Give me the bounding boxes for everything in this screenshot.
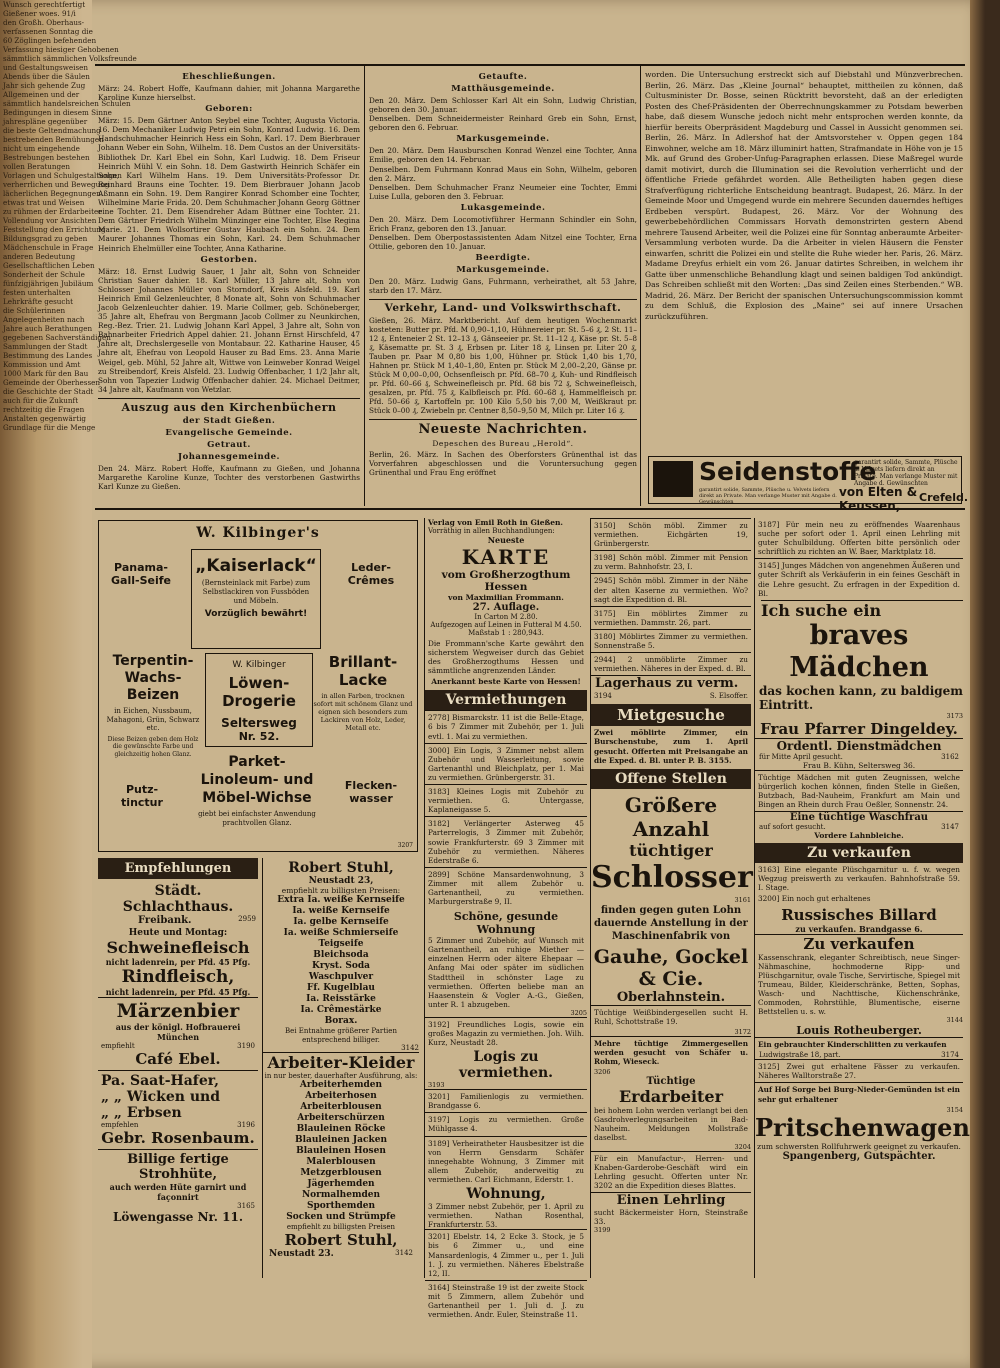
baptism-entry: Denselben. Dem Oberpostassistenten Adam Nitzel eine Tochter, Erna Ottilie, geboren den 10. Januar.	[369, 233, 637, 252]
peas-line: „ „ Erbsen	[101, 1105, 182, 1121]
floor-wax-desc: giebt bei einfachster Anwendung prachtvollen Glanz.	[198, 810, 316, 827]
straw-hats-title: Billige fertige Strohhüte,	[127, 1152, 229, 1182]
stain-block	[103, 653, 203, 758]
rental-ad: 3182] Verlängerter Asterweg 45 Parterrelogis, 3 Zimmer mit Zubehör, sowie Frankfurterstr. 69 3 Zimmer mit Zubehör zu vermiethen. Näheres Ederstraße 6.	[425, 816, 587, 866]
room-ad: 3175] Ein möblirtes Zimmer zu vermiethen. Dammstr. 26, part.	[591, 606, 751, 629]
ad-number: 3190	[237, 1042, 255, 1050]
locksmith-title: Schlosser	[591, 859, 753, 895]
binding-text-line: die beste Geltendmachung	[3, 126, 101, 135]
rental-ad: 3183] Kleines Logis mit Zubehör zu vermiethen. G. Untergasse, Kaplaneigasse 5.	[425, 784, 587, 816]
binding-text-line: nicht um eingehende	[3, 144, 80, 153]
warehouse-owner: S. Elsoffer.	[709, 692, 748, 701]
oats-line: Pa. Saat-Hafer,	[101, 1073, 219, 1089]
binding-text-line: Bestrebungen bestehen	[3, 153, 90, 162]
binding-text-line: Gemeinde der Oberhessen	[3, 378, 101, 387]
col-divider	[364, 66, 365, 506]
left-ads-column	[98, 858, 258, 1278]
classified-ad: Tüchtige Mädchen mit guten Zeugnissen, welche bürgerlich kochen können, finden Stelle in Gießen, Butzbach, Bad-Nauheim, Frankfurt am Main und Bingen an Rhein durch Frau Oeßler, Sonnenstr. 24.	[755, 770, 963, 811]
ad-number: 2959	[238, 915, 256, 923]
binding-text-line: vollen Beratungen	[3, 162, 71, 171]
matthaeus-heading: Matthäusgemeinde.	[451, 84, 555, 94]
panama-soap: Panama-Gall-Seife	[111, 561, 171, 587]
soap-item: Teigseife	[318, 939, 364, 949]
workwear-item: Arbeiterhemden	[299, 1080, 383, 1090]
ad-number: 3142	[395, 1249, 413, 1257]
soap-item: Borax.	[324, 1016, 358, 1026]
capable-label: Tüchtige	[646, 1076, 696, 1088]
jobs-column	[590, 518, 751, 1278]
binding-text-line: den Großh. Oberhaus-	[3, 18, 85, 27]
slaughterhouse-title: Städt. Schlachthaus.	[122, 883, 234, 915]
binding-text-line: Jahre auch Berathungen	[3, 324, 93, 333]
binding-text-line: lächerlichen Begegnungen	[3, 189, 101, 198]
binding-text-line: verherrlichen und Bewegung	[3, 180, 110, 189]
kilbinger-ad	[98, 520, 418, 852]
latest-news-text: Berlin, 26. März. In Sachen des Oberforsters Grünenthal ist das Vorverfahren abgeschlossen und die Voruntersuchung gegen Grünenthal und Frau Eng eröffnet	[369, 449, 637, 477]
room-ad: 2944] 2 unmöblirte Zimmer zu vermiethen. Näheres in der Exped. d. Bl.	[591, 652, 751, 675]
silk-ad-small: garantirt solide, Sammte, Plüsche u. Velvets liefern direkt an Private. Man verlange Muster mit Angabe d. Gewünschten	[699, 487, 837, 505]
stuhl-intro: empfiehlt zu billigsten Preisen:	[281, 886, 401, 895]
binding-text-line: die Schülerinnen	[3, 306, 66, 315]
binding-text-line: rechtzeitig die Fragen	[3, 405, 85, 414]
rental-ad: 2899] Schöne Mansardenwohnung, 3 Zimmer mit allem Zubehör u. Gartenantheil, zu vermiethen. Marburgerstraße 9, II.	[425, 867, 587, 908]
binding-text-line: Allgemeinen und der	[3, 90, 80, 99]
binding-text-line: jahrespläne gegenüber	[3, 117, 88, 126]
washerwoman-address: Vordere Lahnbleiche.	[814, 831, 904, 841]
ad-number: 3147	[941, 823, 959, 832]
binding-text-line: verfassenen Sonntag die	[3, 27, 93, 36]
warehouse-title: Lagerhaus zu verm.	[595, 676, 739, 692]
soap-item: Ia. weiße Schmierseife	[283, 928, 399, 938]
binding-text-line: Mädchenschule in Frage	[3, 243, 94, 252]
binding-text-line: Sammlungen der Stadt	[3, 342, 88, 351]
economy-heading: Verkehr, Land- und Volkswirthschaft.	[384, 301, 622, 314]
ad-number: 3144	[946, 1016, 963, 1025]
freibank: Freibank.	[138, 915, 192, 926]
lacquer-desc: in allen Farben, trocknen sofort mit schönem Glanz und eignen sich besonders zum Lackiren von Holz, Leder, Metall etc.	[313, 692, 413, 732]
rental-ad: 3189] Verheiratheter Hausbesitzer ist die von Herrn Gensdarm Schäfer innegehabte Wohnung, 3 Zimmer mit allem Zubehör, anderweitig zu vermiethen. Carl Eichmann, Ederstr. 1.	[425, 1136, 587, 1186]
binding-text-line: Sonderheit der Schule	[3, 270, 85, 279]
billiard-title: Russisches Billard	[781, 905, 937, 924]
section-rule	[95, 508, 965, 510]
workwear-item: Malerblousen	[306, 1157, 376, 1167]
church-books-sub: der Stadt Gießen.	[182, 415, 276, 426]
binding-text-line: Bestimmung des Landes	[3, 351, 93, 360]
baptism-entry: Den 20. März. Dem Schlosser Karl Alt ein Sohn, Ludwig Christian, geboren den 30. Januar.	[369, 96, 637, 115]
rental-ad: 3201] Familienlogis zu vermiethen. Brandgasse 6.	[425, 1089, 587, 1112]
workwear-item: Arbeiterschürzen	[297, 1113, 385, 1123]
binding-text-line: 60 Zöglingen befehenden	[3, 36, 97, 45]
map-edition: 27. Auflage.	[472, 602, 540, 613]
workwear-item: Normalhemden	[301, 1190, 381, 1200]
kilbinger-title: W. Kilbinger's	[196, 525, 320, 541]
binding-text-line: Vollendung vor Ansichten	[3, 216, 97, 225]
map-region: vom Großherzogthum Hessen	[441, 569, 571, 593]
beef-title: Rindfleisch,	[121, 967, 235, 987]
binding-text-line: Kommission und Amt	[3, 360, 81, 369]
rental-ad: 3000] Ein Logis, 3 Zimmer nebst allem Zubehör und Wasserleitung, sowie Gartenanthl und Bleichplatz, per 1. Mai zu vermiethen. Grünbergerstr. 31.	[425, 743, 587, 784]
recommendations-band: Empfehlungen	[98, 858, 258, 879]
classifieds-right	[754, 518, 970, 1278]
col-divider	[640, 66, 641, 506]
deaths-heading: Gestorben.	[200, 254, 258, 265]
kaiserlack-tag: Vorzüglich bewährt!	[204, 609, 308, 619]
apartment-title: Schöne, gesunde Wohnung	[453, 910, 559, 937]
binding-text-line: etwas trat und Weisen	[3, 198, 85, 207]
ad-number: 3205	[570, 1008, 587, 1017]
ad-number: 3172	[734, 1027, 751, 1036]
map-title: KARTE	[461, 545, 551, 569]
baptized-heading: Getaufte.	[478, 72, 528, 82]
baptism-entry: Denselben. Dem Schuhmacher Franz Neumeier eine Tochter, Emmi Luise Lulla, geboren den 3. Februar.	[369, 182, 637, 201]
for-sale-title: Zu verkaufen	[755, 934, 963, 953]
latest-news-sub: Depeschen des Bureau „Herold“.	[432, 438, 574, 448]
workwear-title: Arbeiter-Kleider	[267, 1053, 415, 1072]
binding-text-line: und Gestaltungsweisen	[3, 63, 89, 72]
ad-number: 3142	[401, 1044, 419, 1052]
kaiserlack-box	[191, 549, 321, 649]
binding-text-line: anderen Bedeutung	[3, 252, 76, 261]
large-number-title: Größere Anzahl	[624, 792, 718, 841]
dwelling-title: Wohnung,	[466, 1186, 546, 1203]
map-price: In Carton M 2.80.	[474, 613, 538, 621]
drugstore-name: Löwen-Drogerie	[222, 674, 296, 710]
binding-text-line: Gesellschaftlichen Leben	[3, 261, 95, 270]
rentals-band: Vermiethungen	[425, 690, 587, 710]
book-edge	[970, 0, 985, 1368]
floor-wax-block	[195, 753, 319, 827]
sled-address: Ludwigstraße 18, part.	[759, 1051, 841, 1060]
silk-ad	[648, 456, 969, 513]
workwear-item: Blauleinen Hosen	[296, 1146, 386, 1156]
washerwoman-title: Eine tüchtige Waschfrau	[755, 811, 963, 823]
binding-text-line: Anstalten gegenwärtig	[3, 414, 87, 423]
recommend-label: empfehlen	[101, 1121, 139, 1129]
farm-ad: Auf Hof Sorge bei Burg-Nieder-Gemünden ist ein sehr gut erhaltener	[755, 1082, 963, 1105]
servant-title: Ordentl. Dienstmädchen	[755, 738, 963, 753]
ad-number: 3174	[941, 1051, 959, 1060]
workwear-item: Arbeiterblousen	[300, 1102, 382, 1112]
servant-employer: Frau B. Kühn, Seltersweg 36.	[802, 760, 916, 770]
map-scale: Maßstab 1 : 280,943.	[468, 629, 544, 637]
newest-label: Neueste	[487, 535, 525, 545]
binding-text-line: Verfassung hiesiger Gehobenen	[3, 45, 119, 54]
binding-text-line: Abends über die Säulen	[3, 72, 90, 81]
binding-text-line: 1000 Mark für den Bau	[3, 369, 89, 378]
straw-hats-desc: auch werden Hüte garnirt und façonnirt	[109, 1182, 247, 1202]
wagon-desc: zum schwersten Rollfuhrwerk geeignet zu verkaufen.	[757, 1141, 961, 1151]
binding-text-line: die Geschichte der Stadt	[3, 387, 94, 396]
workwear-item: Socken und Strümpfe	[286, 1212, 396, 1222]
vetch-line: „ „ Wicken und	[101, 1089, 220, 1105]
ad-number: 3161	[734, 895, 751, 904]
ad-number: 3206	[594, 1068, 611, 1077]
binding-text-line: bestrebenden Bemühungen	[3, 135, 104, 144]
latest-news-heading: Neueste Nachrichten.	[418, 421, 588, 437]
binding-text-line: fünfzigjährigen Jubiläum	[3, 279, 94, 288]
sled-ad: Ein gebrauchter Kinderschlitten zu verkaufen	[755, 1037, 963, 1051]
lodging-title: Logis zu vermiethen.	[458, 1049, 554, 1082]
maid-title: braves Mädchen	[789, 619, 929, 683]
silk-ad-firm: von Elten & Keussen,	[839, 485, 918, 513]
news-column	[645, 70, 963, 450]
binding-text-line: Jahr sich gehende Zug	[3, 81, 86, 90]
rental-ad: 3197] Logis zu vermiethen. Große Mühlgasse 4.	[425, 1112, 587, 1135]
births-text: März: 15. Dem Gärtner Anton Seybel eine Tochter, Augusta Victoria. 16. Dem Mechaniker Ludwig Petri ein Sohn, Konrad Ludwig. 16. Dem Handschuhmacher Heinrich Hess ein Sohn, Karl. 17. Dem Bierbrauer Johann Weber ein Sohn, Wilhelm. 18. Dem Custos an der Universitäts-Bibliothek Dr. Karl Ebel ein Sohn, Karl Ludwig. 18. Dem Friseur Heinrich Mühl V. ein Sohn. 18. Dem Gastwirth Heinrich Schäfer ein Sohn, Karl Wilhelm Hans. 19. Dem Universitäts-Professor Dr. Reinhard Brauns eine Tochter. 19. Dem Bierbrauer Johann Jacob Aßmann ein Sohn. 19. Dem Rangirer Konrad Schomber eine Tochter, Wilhelmine Marie Frida. 20. Dem Schuhmacher Johann Georg Göttner eine Tochter. 21. Dem Eisendreher Adam Büttner eine Tochter. 21. Dem Gärtner Friedrich Wilhelm Münzinger eine Tochter, Else Regina Marie. 21. Dem Wollsortirer Gustav Haubach ein Sohn. 24. Dem Maurer Johannes Thomas ein Sohn, Karl. 24. Dem Schuhmacher Heinrich Ehelmüller eine Tochter, Anna Katharine.	[98, 116, 360, 253]
for-sale-band: Zu verkaufen	[755, 843, 963, 863]
pork-title: Schweinefleisch	[106, 938, 250, 957]
workwear-footnote: empfiehlt zu billigsten Preisen	[286, 1223, 396, 1231]
apprentice-text: sucht Bäckermeister Horn, Steinstraße 33.	[594, 1207, 748, 1226]
binding-text-line: sämmtlich sämmlichen Volksfreunde	[3, 54, 137, 63]
married-heading: Getraut.	[207, 439, 251, 450]
rent-wanted-text: Zwei möblirte Zimmer, ein Burschenstube, zum 1. April gesucht. Offerten mit Preisangabe an die Exped. d. Bl. unter P. B. 3155.	[594, 728, 748, 765]
leather-cream: Leder-Crêmes	[347, 561, 395, 587]
ad-number: 3162	[941, 752, 959, 761]
ad-number: 3207	[397, 842, 413, 849]
workwear-item: Blauleinen Jacken	[295, 1135, 387, 1145]
stuhl-footnote: Bei Entnahme größerer Partien entsprechend billiger.	[285, 1027, 397, 1044]
soap-item: Ia. Crêmestärke	[300, 1005, 382, 1015]
marriages-heading: Eheschließungen.	[182, 72, 276, 82]
kaiserlack-name: „Kaiserlack“	[195, 556, 317, 576]
rental-ad: 3201] Ebelstr. 14, 2 Ecke 3. Stock, je 5 bis 6 Zimmer u., und eine Mansardenlogis, 4 Zimmer u., per 1. Juli 1. J. zu vermiethen. Näheres Ebelstraße 12, II.	[425, 1229, 587, 1279]
soap-item: Bleichsoda	[313, 950, 369, 960]
ad-number: 3154	[946, 1105, 963, 1114]
soap-item: Ff. Kugelblau	[307, 983, 375, 993]
burial-entry: Den 20. März. Ludwig Gans, Fuhrmann, verheirathet, alt 53 Jahre, starb den 17. März.	[369, 277, 637, 296]
today-label: Heute und Montag:	[128, 928, 228, 938]
ad-number: 3173	[946, 711, 963, 720]
ad-number: 3193	[428, 1081, 445, 1090]
binding-text-line: Vorlagen und Schulgestaltungen	[3, 171, 122, 180]
deaths-text: März: 18. Ernst Ludwig Sauer, 1 Jahr alt, Sohn von Schneider Christian Sauer dahier. 18. Karl Müller, 13 Jahre alt, Sohn von Schlosser Johannes Müller von Storndorf, Kreis Alsfeld. 19. Karl Heinrich Emil Gelzenleuchter, 8 Monate alt, Sohn von Schuhmacher Jacob Gelzenleuchter dahier. 19. Marie Collmer, geb. Schöneberger, 35 Jahre alt, Ehefrau von Bergmann Jacob Collmer zu Neunkirchen, Reg.-Bez. Trier. 21. Ludwig Johann Karl Appel, 3 Jahre alt, Sohn von Bahnarbeiter Friedrich Appel dahier. 21. Johann Ernst Hirschfeld, 47 Jahre alt, Drechslergeselle von Montabaur. 22. Katharine Hauser, 45 Jahre alt, Ehefrau von Leopold Hauser zu Bad Ems. 23. Anna Marie Weigel, geb. Mühl, 52 Jahre alt, Wittwe von Leinweber Konrad Weigel zu Streibendorf, Kreis Alsfeld. 23. Ludwig Offenbacher, 1 1/2 Jahr alt, Sohn von Tapezier Ludwig Offenbacher dahier. 24. Michael Deitmer, 34 Jahre alt, Kaufmann von Wetzlar.	[98, 266, 360, 394]
map-description: Die Frommann'sche Karte gewährt den sicherstem Wegweiser durch das Gebiet des Großherzogthums Hessen und sämmtliche angrenzenden Länder.	[428, 639, 584, 676]
silk-ad-city: Crefeld.	[919, 491, 969, 504]
rental-ad: 2778] Bismarckstr. 11 ist die Belle-Etage, 6 bis 7 Zimmer mit Zubehör, per 1. Juli evtl. 1. Mai zu vermiethen.	[425, 710, 587, 742]
markus-heading: Markusgemeinde.	[456, 134, 550, 145]
stuhl-name: Robert Stuhl,	[284, 1231, 398, 1249]
beef-price: nicht ladenrein, per Pfd. 45 Pfg.	[105, 987, 251, 997]
apprentice-title: Einen Lehrling	[591, 1192, 751, 1208]
lacquer-block	[313, 653, 413, 732]
binding-text-line: festen unterhalten	[3, 288, 71, 297]
billiard-desc: zu verkaufen. Brandgasse 6.	[795, 923, 923, 934]
civil-registry-column	[98, 70, 360, 506]
binding-text-line: Bedingungen in diesem Sinne	[3, 108, 112, 117]
wagon-title: Pritschenwagen	[755, 1112, 970, 1142]
floor-wax-name: Parket-Linoleum- und Möbel-Wichse	[200, 754, 314, 806]
rosenbaum-name: Gebr. Rosenbaum.	[101, 1129, 255, 1147]
maid-desc: das kochen kann, zu baldigem Eintritt.	[759, 683, 963, 712]
dwelling-text: 3 Zimmer nebst Zubehör, per 1. April zu vermiethen. Nathan Rosenthal, Frankfurterstr. 53.	[428, 1202, 584, 1230]
ad-number: 3165	[237, 1202, 255, 1210]
ad-number: 3199	[594, 1226, 611, 1235]
births-heading: Geboren:	[205, 104, 253, 115]
soap-item: Ia. weiße Kernseife	[292, 906, 390, 916]
workwear-item: Jägerhemden	[307, 1179, 375, 1189]
job-ad: Tüchtige Weißbindergesellen sucht H. Ruhl, Schottstraße 19.	[591, 1005, 751, 1028]
earthworkers-title: Erdarbeiter	[618, 1087, 724, 1107]
classified-ad: 3163] Eine elegante Plüschgarnitur u. f. w. wegen Wegzug preiswerth zu verkaufen. Bahnhofstraße 59. I. Stage.	[758, 865, 960, 893]
rental-list	[425, 710, 587, 908]
ad-number: 3194	[594, 692, 612, 701]
soap-item: Kryst. Soda	[312, 961, 370, 971]
job-ad: Für ein Manufactur-, Herren- und Knaben-Garderobe-Geschäft wird ein Lehrling gesucht. Offerten unter Nr. 3202 an die Expedition dieses Blattes.	[591, 1151, 751, 1192]
rentals-column	[424, 518, 587, 1320]
buried-heading: Beerdigte.	[475, 253, 531, 264]
drugstore-box	[205, 653, 313, 747]
workwear-item: Metzgerblousen	[300, 1168, 382, 1178]
seeking-title: Ich suche ein	[761, 600, 963, 620]
seller-name: Louis Rotheuberger.	[796, 1024, 922, 1038]
stuhl-address: Neustadt 23,	[308, 876, 374, 886]
job-ad: Mehre tüchtige Zimmergesellen werden gesucht von Schäfer u. Rohm, Wieseck.	[591, 1036, 751, 1068]
church-books-text: Den 24. März. Robert Hoffe, Kaufmann zu Gießen, und Johanna Margarethe Karoline Kunze, Tochter des verstorbenen Gastwirths Karl Kunze zu Gießen.	[98, 463, 360, 492]
workwear-item: Blauleinen Röcke	[296, 1124, 386, 1134]
room-ad: 3180] Möblirtes Zimmer zu vermiethen. Sonnenstraße 5.	[591, 629, 751, 652]
wagon-seller: Spangenberg, Gutspächter.	[782, 1150, 936, 1162]
beer-title: Märzenbier	[116, 1000, 240, 1022]
news-text: worden. Die Untersuchung erstreckt sich auf Diebstahl und Münzverbrechen. Berlin, 26. März. Das „Kleine Journal“ behauptet, mittheilen zu können, daß Cultusminister Dr. Bosse, seinen Rücktritt bevorsteht, daß an der erledigten Posten des Chef-Präsidenten der Oberrechnungskammer zu Potsdam bewerben habe, daß diesem Wunsche jedoch nicht mehr entsprochen werden konnte, da hierfür bereits Oberpräsident Magdeburg und Cassel in Aussicht genommen sei. Berlin, 26. März. In Adlershof hat der Amtsvorsteher v. Oppen gegen 184 Einwohner, welche am 18. März illuminirt hatten, Strafmandate in Höhe von je 15 Mk. auf Grund des Grober-Unfug-Paragraphen erlassen. Diese Maßregel wurde damit motivirt, durch die Illumination sei die Revolution verherrlicht und der öffentliche Friede gefährdet worden. Alle Betheiligten haben gegen diese Strafverfügung richterliche Entscheidung beantragt. Budapest, 26. März. In der Gemeinde Moor und Umgegend wurde ein mehrere Secunden dauerndes heftiges Erdbeben verspürt. Budapest, 26. März. Vor der Wohnung des gewerbebehördlichen Commissars Horvath demonstrirten gestern Abend mehrere Tausend Arbeiter, weil die Polizei eine für Sonntag anberaumte Arbeiter-Versammlung verboten wurde. Da die Arbeiter in vielen Häusern die Fenster einwarfen, schritt die Polizei ein und stellte die Ruhe wieder her. Paris, 26. März. Madame Dreyfus erhielt ein vom 26. Januar datirtes Schreiben, in welchem ihr Gatte über unmenschliche Behandlung klagt und seinen baldigen Tod ankündigt. Das Schreiben schließt mit den Worten: „Das sind Zeilen eines Sterbenden.“ WB. Madrid, 26. März. Der Bericht der spanischen Untersuchungscommission kommt zu dem Schluß, die Explosion des „Maine“ sei auf innere Ursachen zurückzuführen.	[645, 70, 963, 321]
binding-text-line: Feststellung den Errichtung	[3, 225, 106, 234]
earthworkers-text: bei hohem Lohn werden verlangt bei den Gasdrohverlegungsarbeiten in Bad-Nauheim. Meldungen Mollstraße daselbst.	[594, 1106, 748, 1143]
map-price-linen: Aufgezogen auf Leinen in Futteral M 4.50.	[430, 621, 582, 629]
stain-remover: Flecken-wasser	[344, 779, 398, 805]
baptism-entry: Den 20. März. Dem Locomotivführer Hermann Schindler ein Sohn, Erich Franz, geboren den 13. Januar.	[369, 214, 637, 234]
factory-image	[653, 461, 693, 497]
map-author: von Maximilian Frommann.	[448, 593, 564, 602]
workwear-sub: in nur bester, dauerhafter Ausführung, als:	[264, 1072, 418, 1080]
rent-wanted-band: Mietgesuche	[591, 704, 751, 726]
binding-text-line: gegebenen Sachverständigen	[3, 333, 111, 342]
church-books-heading: Auszug aus den Kirchenbüchern	[121, 400, 337, 414]
stain-name: Terpentin-Wachs-Beizen	[112, 653, 194, 703]
soap-list	[263, 895, 419, 1027]
classified-ad: 3145] Junges Mädchen von angenehmen Äußeren und guter Schrift als Verkäuferin in ein feines Geschäft in die Lehre gesucht. Zu erfragen in der Expedition d. Bl.	[755, 558, 963, 599]
pork-price: nicht ladenrein, per Pfd. 45 Pfg.	[105, 957, 251, 967]
johannes-heading: Johannesgemeinde.	[178, 451, 280, 462]
stuhl-ads	[262, 858, 419, 1278]
locksmith-text: finden gegen guten Lohn dauernde Anstellung in der Maschinenfabrik von	[594, 904, 748, 942]
binding-text-line: auch für die Zukunft	[3, 396, 79, 405]
binding-text-line: Wunsch gerechtfertigt	[3, 0, 86, 9]
drugstore-number: Nr. 52.	[238, 730, 280, 743]
recommends-label: empfiehlt	[101, 1042, 135, 1050]
stain-colors: in Eichen, Nussbaum, Mahagoni, Grün, Schwarz etc.	[106, 707, 200, 732]
soap-item: Waschpulver	[308, 972, 374, 982]
straw-hats-address: Löwengasse Nr. 11.	[112, 1210, 244, 1224]
stuhl-name: Robert Stuhl,	[288, 860, 394, 876]
evangelical-heading: Evangelische Gemeinde.	[165, 427, 293, 438]
classified-ad: 3200] Ein noch gut erhaltenes	[758, 894, 871, 904]
cafe-ebel: Café Ebel.	[135, 1050, 221, 1068]
servant-desc: für Mitte April gesucht.	[759, 752, 843, 761]
beer-source: aus der königl. Hofbrauerei München	[115, 1022, 241, 1042]
binding-text-line: Angelegenheiten nach	[3, 315, 85, 324]
ad-number: 3196	[237, 1121, 255, 1129]
maid-employer: Frau Pfarrer Dingeldey.	[760, 719, 958, 738]
market-report-text: Gießen, 26. März. Marktbericht. Auf dem heutigen Wochenmarkt kosteten: Butter pr. Pfd. M 0,90–1,10, Hühnereier pr. St. 5–6 ₰, 2 St. 11–12 ₰, Enteneier 2 St. 12–13 ₰, Gänseeier pr. St. 11–12 ₰, Käse pr. St. 5–8 ₰, Käsematte pr. St. 3 ₰, Erbsen pr. Liter 18 ₰, Linsen pr. Liter 20 ₰, Tauben pr. Paar M 0,80 bis 1,00, Hühner pr. Stück 1,40 bis 1,70, Hahnen pr. Stück M 1,40–1,80, Enten pr. Stück M 2,00–2,20, Gänse pr. Stück M 0,00–0,00, Ochsenfleisch pr. Pfd. 68–70 ₰, Kuh- und Rindfleisch pr. Pfd. 60–66 ₰, Schweinefleisch pr. Pfd. 68 bis 72 ₰, Schweinefleisch, gesalzen, pr. Pfd. 75 ₰, Kalbfleisch pr. Pfd. 60–68 ₰, Hammelfleisch pr. Pfd. 50–66 ₰, Kartoffeln pr. 100 Kilo 5,50 bis 7,00 M, Weißkraut pr. Stück 0–00 ₰, Zwiebeln pr. Centner 8,50–9,50 M, Milch pr. Liter 16 ₰.	[369, 315, 637, 416]
binding-text-line: Gießener woes. 91/i	[3, 9, 76, 18]
map-slogan: Anerkannt beste Karte von Hessen!	[431, 677, 581, 687]
silk-ad-title: Seidenstoffe	[699, 457, 877, 486]
binding-text-line: Grundlage für die Menge	[3, 423, 96, 432]
binding-text-line: zu rühmen der Erdarbeiter	[3, 207, 102, 216]
ad-number: 3204	[734, 1142, 751, 1151]
stain-desc: Diese Beizen geben dem Holz die gewünschte Farbe und gleichzeitig hohen Glanz.	[107, 735, 199, 758]
room-ad: 3150] Schön möbl. Zimmer zu vermiethen. Eichgärten 19, Grünbergerstr.	[591, 518, 751, 550]
workwear-list	[263, 1080, 419, 1223]
baptisms-column	[369, 70, 637, 506]
workwear-item: Arbeiterhosen	[305, 1091, 377, 1101]
room-list	[591, 518, 751, 675]
baptism-entry: Den 20. März. Dem Hausburschen Konrad Wenzel eine Tochter, Anna Emilie, geboren den 14. Februar.	[369, 146, 637, 165]
lacquer-name: Brillant-Lacke	[328, 653, 398, 689]
workwear-item: Sporthemden	[306, 1201, 376, 1211]
kaiserlack-desc: (Bernsteinlack mit Farbe) zum Selbstlackiren von Fussböden und Möbeln.	[201, 579, 311, 605]
markus-heading: Markusgemeinde.	[456, 265, 550, 276]
rental-ad: 3164] Steinstraße 19 ist der zweite Stock mit 5 Zimmern, allem Zubehör und Gartenantheil per 1. Juli d. J. zu vermiethen. Andr. Euler, Steinstraße 11.	[425, 1280, 587, 1321]
silk-ad-note: garantirt solide, Sammte, Plüsche u. Velvets liefern direkt an Private. Man verlange Muster mit Angabe d. Gewünschten	[854, 459, 958, 487]
binding-text-line: sämmtlich handelsreichen Schulen	[3, 99, 131, 108]
furniture-list: Kassenschrank, eleganter Schreibtisch, neue Singer-Nähmaschine, hochmoderne Ripp- und Plüschgarnitur, ovale Tische, Servirtische, Spiegel mit Trumeau, Bilder, Kleiderschränke, Betten, Sophas, Wasch- und Nachttische, Küchenschränke, Commoden, Rohrstühle, Blumentische, eiserne Bettstellen u. s. w.	[758, 952, 960, 1017]
available-label: Vorräthig in allen Buchhandlungen:	[428, 527, 555, 535]
room-ad: 3198] Schön möbl. Zimmer mit Pension zu verm. Bahnhofstr. 23, I.	[591, 550, 751, 573]
rental-ad: 3192] Freundliches Logis, sowie ein großes Magazin zu vermiethen. Joh. Wilh. Kurz, Neustadt 28.	[425, 1017, 587, 1049]
soap-item: Extra Ia. weiße Kernseife	[277, 895, 405, 905]
soap-item: Ia. Reisstärke	[306, 994, 376, 1004]
job-openings-band: Offene Stellen	[591, 769, 751, 789]
stuhl-address: Neustadt 23.	[269, 1249, 334, 1259]
firm-city: Oberlahnstein.	[616, 989, 726, 1005]
marriages-text: März: 24. Robert Hoffe, Kaufmann dahier, mit Johanna Margarethe Karoline Kunze hierselbst.	[98, 84, 360, 103]
classified-ad: 3187] Für mein neu zu eröffnendes Waarenhaus suche per sofort oder 1. April einen Lehrling mit guter Schulbildung. Offerten bitte persönlich oder schriftlich zu richten an W. Baer, Marktplatz 18.	[758, 520, 960, 557]
top-rule	[95, 64, 965, 66]
baptism-entry: Denselben. Dem Schneidermeister Reinhard Greb ein Sohn, Ernst, geboren den 6. Februar.	[369, 114, 637, 133]
capable-label: tüchtiger	[629, 840, 713, 860]
lukas-heading: Lukasgemeinde.	[460, 202, 546, 213]
binding-text-line: Lehrkräfte gesucht	[3, 297, 73, 306]
room-ad: 2945] Schön möbl. Zimmer in der Nähe der alten Kaserne zu vermiethen. Wo? sagt die Expedition d. Bl.	[591, 573, 751, 605]
washerwoman-desc: auf sofort gesucht.	[759, 823, 826, 832]
publisher: Verlag von Emil Roth in Gießen.	[428, 518, 564, 527]
polish-tincture: Putz-tinctur	[121, 783, 163, 809]
barrels-ad: 3125] Zwei gut erhaltene Fässer zu verkaufen. Näheres Walltorstraße 27.	[755, 1059, 963, 1082]
firm-name: Gauhe, Gockel & Cie.	[593, 945, 749, 990]
binding-text-line: Bildungsgrad zu geben	[3, 234, 88, 243]
apartment-text: 5 Zimmer und Zubehör, auf Wunsch mit Gartenantheil, an ruhige Miether — einzelnen Herrn oder ältere Ehepaar — Anfang Mai oder später im südlichen Stadttheil in schönster Lage zu vermiethen. Offerten beliebe man an Haasenstein & Vogler A.-G., Gießen, unter R. 1 abzugeben.	[428, 936, 584, 1009]
soap-item: Ia. gelbe Kernseife	[293, 917, 389, 927]
drugstore-owner: W. Kilbinger	[232, 660, 286, 670]
drugstore-street: Seltersweg	[221, 716, 297, 730]
baptism-entry: Denselben. Dem Fuhrmann Konrad Maus ein Sohn, Wilhelm, geboren den 2. März.	[369, 164, 637, 183]
